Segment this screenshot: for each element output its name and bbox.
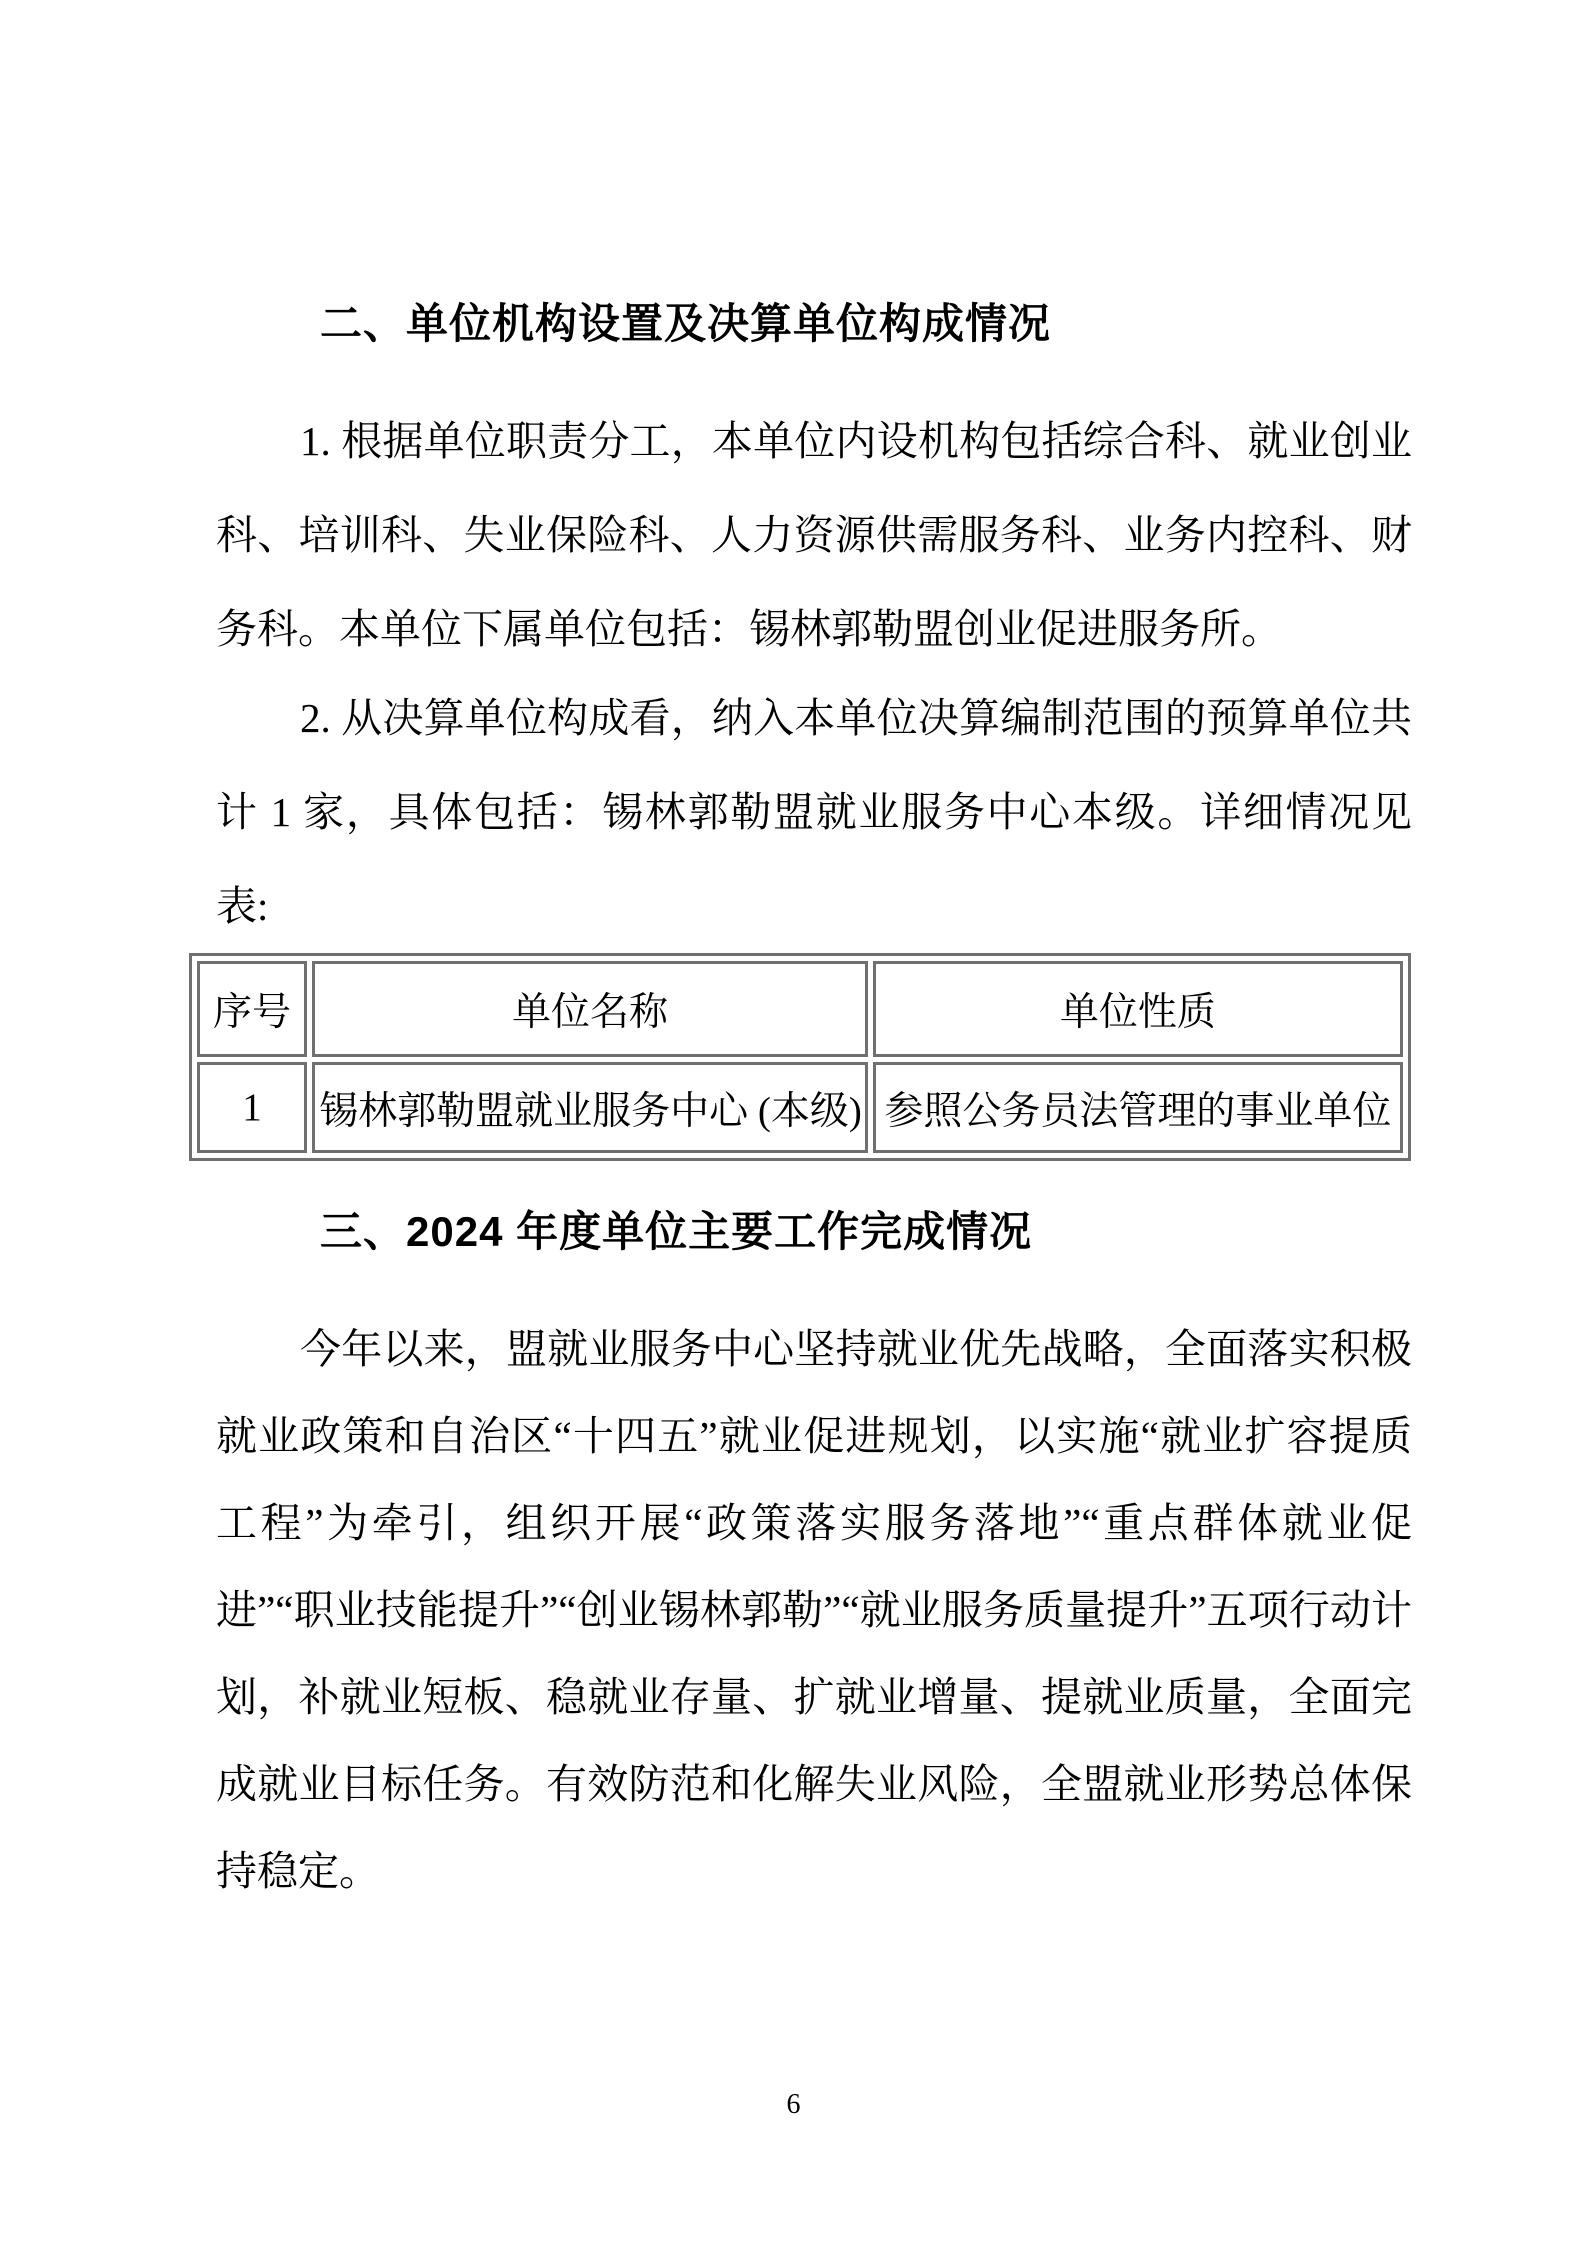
- page-number: 6: [786, 2089, 801, 2120]
- units-table: [189, 953, 1411, 1161]
- work-completion-paragraph-1: 今年以来，盟就业服务中心坚持就业优先战略，全面落实积极就业政策和自治区“十四五”就业促进规划，以实施“就业扩容提质工程”为牵引，组织开展“政策落实服务落地”“重点群体就业促进”“职业技能提升”“创业锡林郭勒”“就业服务质量提升”五项行动计划，补就业短板、稳就业存量、扩就业增量、提就业质量，全面完成就业目标任务。有效防范和化解失业风险，全盟就业形势总体保持稳定。: [216, 1326, 1412, 1894]
- table-header-row: [197, 961, 1403, 1057]
- table-cell-unit-name: 锡林郭勒盟就业服务中心 (本级): [312, 1062, 868, 1153]
- table-cell-unit-nature: 参照公务员法管理的事业单位: [873, 1062, 1403, 1153]
- table-row: [197, 1062, 1403, 1153]
- org-setup-paragraph-2: 2. 从决算单位构成看，纳入本单位决算编制范围的预算单位共计 1 家，具体包括：锡林郭勒盟就业服务中心本级。详细情况见表:: [216, 695, 1412, 929]
- table-header-unit-nature: 单位性质: [873, 961, 1403, 1057]
- org-setup-paragraph-1: 1. 根据单位职责分工，本单位内设机构包括综合科、就业创业科、培训科、失业保险科、人力资源供需服务科、业务内控科、财务科。本单位下属单位包括：锡林郭勒盟创业促进服务所。: [216, 418, 1412, 652]
- table-header-unit-name: 单位名称: [312, 961, 868, 1057]
- table-header-serial: 序号: [197, 961, 307, 1057]
- section-heading-work-completion: 三、2024 年度单位主要工作完成情况: [320, 1208, 1033, 1255]
- table-cell-serial: 1: [197, 1062, 307, 1153]
- section-heading-org-setup: 二、单位机构设置及决算单位构成情况: [320, 300, 1052, 347]
